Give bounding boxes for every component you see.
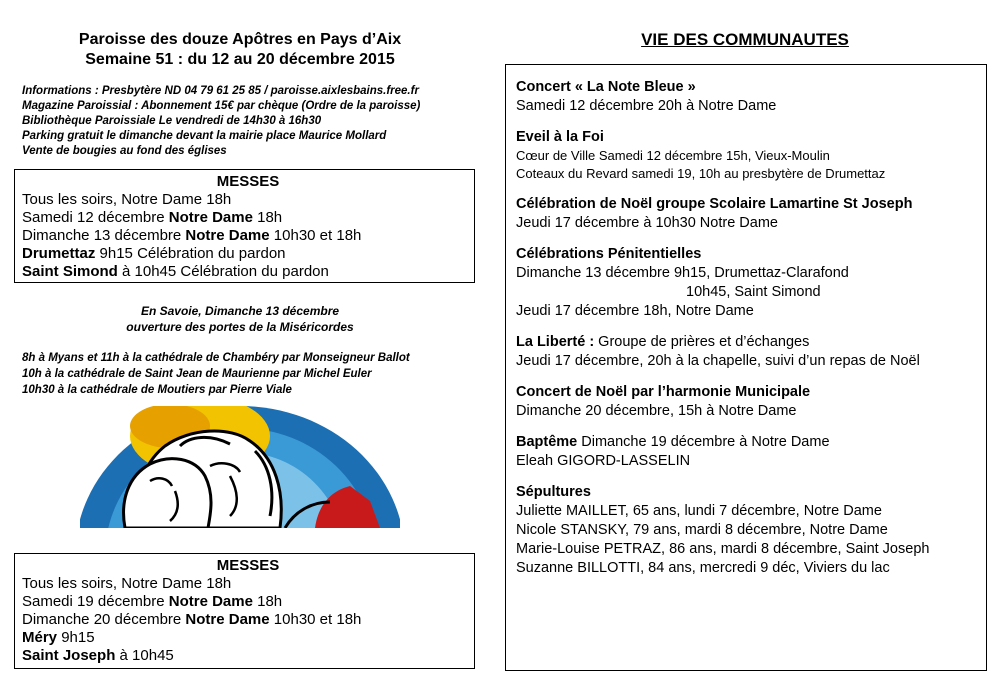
mass-line: Tous les soirs, Notre Dame 18h: [22, 575, 232, 592]
messes-box-week2: [14, 553, 475, 669]
savoie-line: 10h30 à la cathédrale de Moutiers par Pierre Viale: [22, 384, 292, 396]
mass-line: Dimanche 13 décembre Notre Dame 10h30 et 18h: [22, 227, 362, 244]
page-title: [10, 30, 470, 70]
messes-header: MESSES: [216, 557, 280, 574]
info-line: Informations : Presbytère ND 04 79 61 25 85 / paroisse.aixlesbains.free.fr: [22, 85, 419, 97]
section-sepultures: Sépultures Juliette MAILLET, 65 ans, lundi 7 décembre, Notre Dame Nicole STANSKY, 79 ans, mardi 8 décembre, Notre Dame Marie-Louise PETRAZ, 86 ans, mardi 8 décembre, Saint Joseph Suzanne BILLOTTI, 84 ans, mercredi 9 déc, Viviers du lac: [516, 483, 986, 578]
mercy-logo-image: [80, 406, 400, 528]
mass-line: Samedi 19 décembre Notre Dame 18h: [22, 593, 283, 610]
section-liberte: La Liberté : Groupe de prières et d’échanges Jeudi 17 décembre, 20h à la chapelle, suivi d’un repas de Noël: [516, 334, 920, 369]
info-line: Magazine Paroissial : Abonnement 15€ par chèque (Ordre de la paroisse): [22, 100, 421, 112]
messes-box-week1: [14, 169, 475, 283]
savoie-heading: En Savoie, Dimanche 13 décembre ouverture des portes de la Miséricordes: [126, 304, 354, 334]
section-eveil: Eveil à la Foi Cœur de Ville Samedi 12 décembre 15h, Vieux-Moulin Coteaux du Revard samedi 19, 10h au presbytère de Drumettaz: [516, 129, 886, 181]
communities-box: [505, 64, 987, 671]
section-concert: Concert « La Note Bleue » Samedi 12 décembre 20h à Notre Dame: [516, 79, 777, 114]
section-bapteme: Baptême Dimanche 19 décembre à Notre Dame Eleah GIGORD-LASSELIN: [516, 434, 830, 469]
week-range: Semaine 51 : du 12 au 20 décembre 2015: [85, 51, 395, 68]
funeral-entry: Marie-Louise PETRAZ, 86 ans, mardi 8 décembre, Saint Joseph: [516, 541, 930, 557]
savoie-line: 8h à Myans et 11h à la cathédrale de Chambéry par Monseigneur Ballot: [22, 352, 410, 364]
mass-line: Méry 9h15: [22, 629, 95, 646]
section-harmonie: Concert de Noël par l’harmonie Municipale Dimanche 20 décembre, 15h à Notre Dame: [516, 384, 811, 419]
info-block: [22, 84, 420, 159]
mass-line: Samedi 12 décembre Notre Dame 18h: [22, 209, 283, 226]
section-penitentielles: Célébrations Pénitentielles Dimanche 13 décembre 9h15, Drumettaz-Clarafond 10h45, Saint Simond Jeudi 17 décembre 18h, Notre Dame: [516, 246, 849, 319]
mass-line: Saint Joseph à 10h45: [22, 647, 174, 664]
mass-line: Drumettaz 9h15 Célébration du pardon: [22, 245, 286, 262]
communities-title: VIE DES COMMUNAUTES: [641, 30, 849, 49]
funeral-entry: Nicole STANSKY, 79 ans, mardi 8 décembre, Notre Dame: [516, 522, 888, 538]
funeral-entry: Juliette MAILLET, 65 ans, lundi 7 décembre, Notre Dame: [516, 503, 882, 519]
info-line: Bibliothèque Paroissiale Le vendredi de 14h30 à 16h30: [22, 115, 322, 127]
savoie-line: 10h à la cathédrale de Saint Jean de Maurienne par Michel Euler: [22, 368, 372, 380]
mass-line: Dimanche 20 décembre Notre Dame 10h30 et 18h: [22, 611, 362, 628]
funeral-entry: Suzanne BILLOTTI, 84 ans, mercredi 9 déc, Viviers du lac: [516, 560, 890, 576]
info-line: Parking gratuit le dimanche devant la mairie place Maurice Mollard: [22, 130, 387, 142]
parish-name: Paroisse des douze Apôtres en Pays d’Aix: [78, 31, 402, 48]
savoie-list: [22, 350, 410, 398]
section-noel-scolaire: Célébration de Noël groupe Scolaire Lamartine St Joseph Jeudi 17 décembre à 10h30 Notre Dame: [516, 196, 913, 231]
messes-header: MESSES: [216, 173, 280, 190]
mass-line: Tous les soirs, Notre Dame 18h: [22, 191, 232, 208]
info-line: Vente de bougies au fond des églises: [22, 145, 227, 157]
mass-line: Saint Simond à 10h45 Célébration du pardon: [22, 263, 329, 280]
